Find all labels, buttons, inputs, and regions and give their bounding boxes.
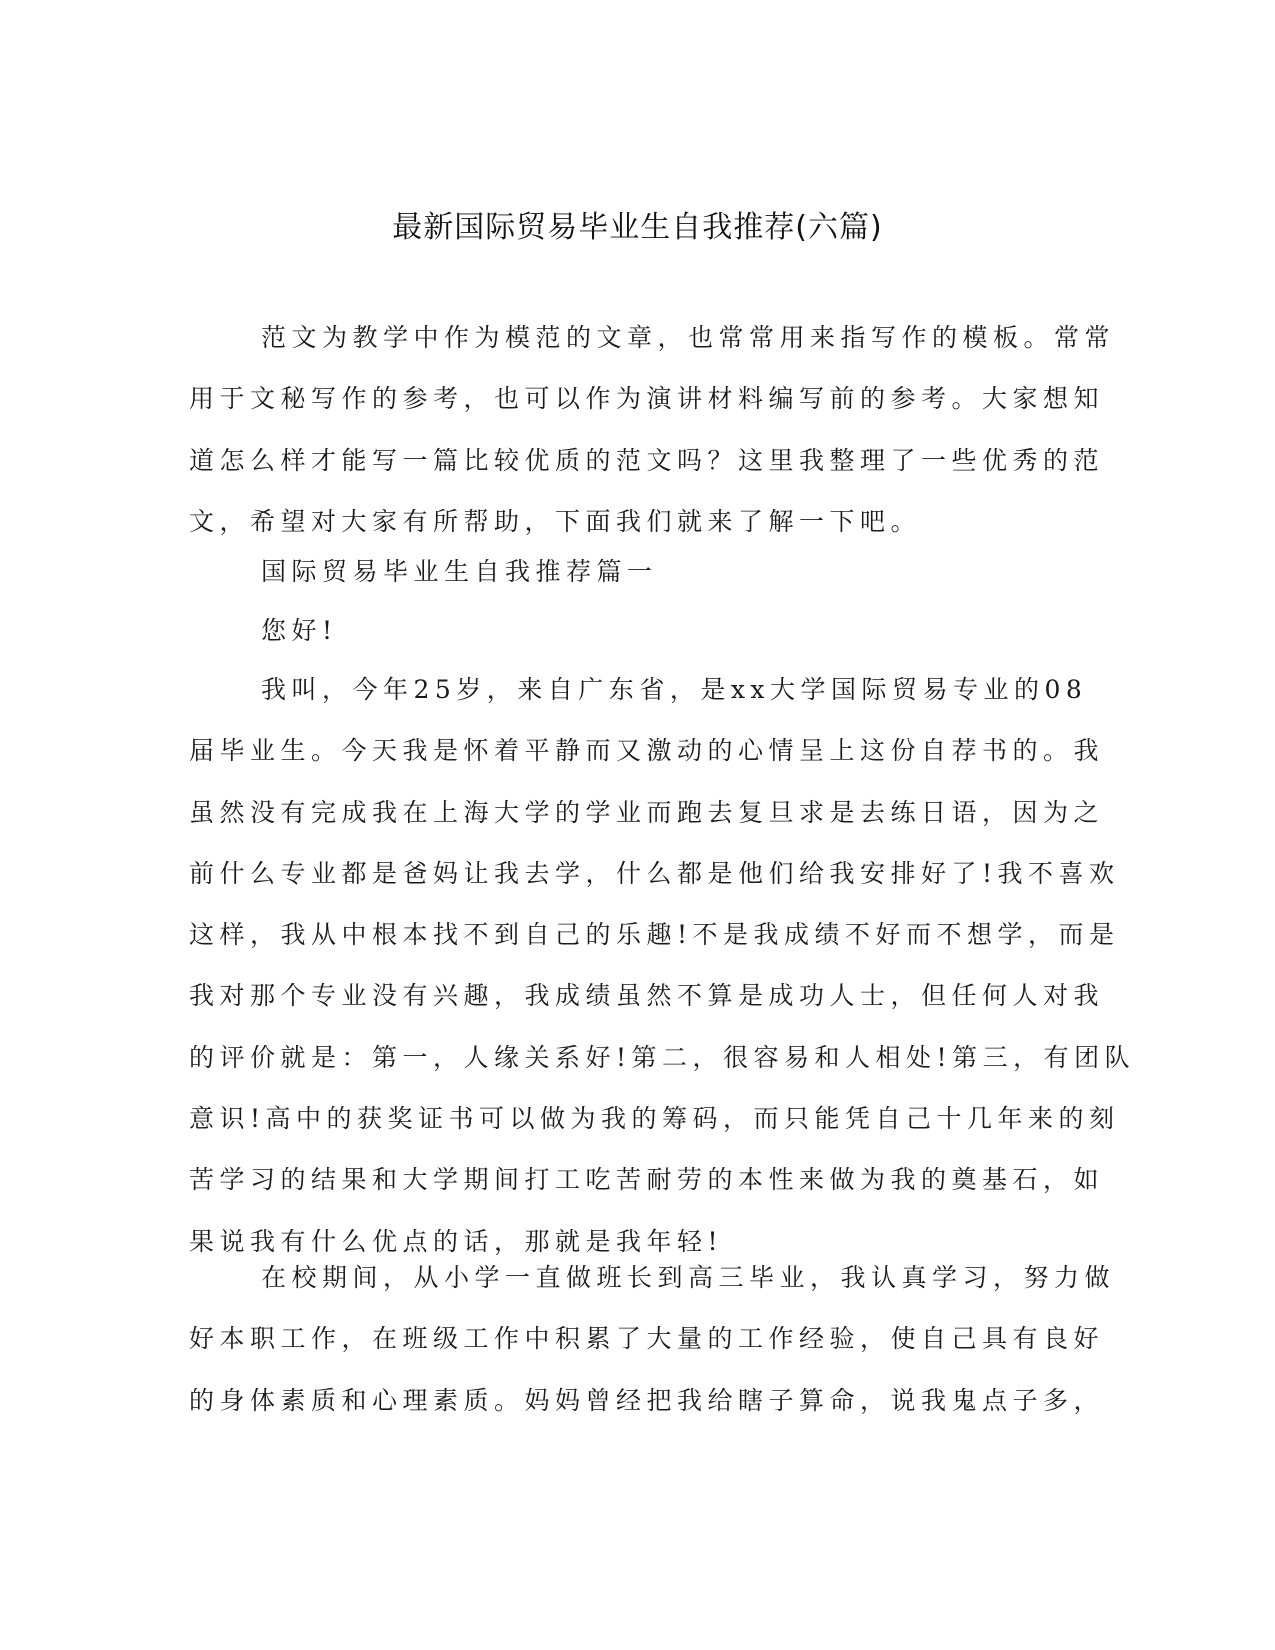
document-title: 最新国际贸易毕业生自我推荐(六篇)	[392, 210, 883, 245]
body-line: 虽然没有完成我在上海大学的学业而跑去复旦求是去练日语，因为之	[189, 797, 1105, 827]
body-line: 好本职工作，在班级工作中积累了大量的工作经验，使自己具有良好	[189, 1324, 1105, 1354]
body-line: 这样，我从中根本找不到自己的乐趣!不是我成绩不好而不想学，而是	[189, 920, 1120, 950]
body-line: 在校期间，从小学一直做班长到高三毕业，我认真学习，努力做	[261, 1263, 1116, 1292]
body-line: 意识!高中的获奖证书可以做为我的筹码，而只能凭自己十几年来的刻	[189, 1104, 1120, 1134]
intro-line: 道怎么样才能写一篇比较优质的范文吗？这里我整理了一些优秀的范	[189, 445, 1105, 475]
body-paragraph-2	[189, 1247, 1116, 1431]
section-heading: 国际贸易毕业生自我推荐篇一	[261, 557, 658, 586]
intro-paragraph	[189, 307, 1116, 552]
body-line: 届毕业生。今天我是怀着平静而又激动的心情呈上这份自荐书的。我	[189, 736, 1105, 766]
intro-line: 文，希望对大家有所帮助，下面我们就来了解一下吧。	[189, 506, 922, 536]
body-line: 的评价就是：第一，人缘关系好!第二，很容易和人相处!第三，有团队	[189, 1042, 1136, 1072]
greeting: 您好!	[261, 616, 338, 645]
body-paragraph-1	[189, 659, 1136, 1272]
body-line: 我对那个专业没有兴趣，我成绩虽然不算是成功人士，但任何人对我	[189, 981, 1105, 1011]
intro-line: 用于文秘写作的参考，也可以作为演讲材料编写前的参考。大家想知	[189, 384, 1105, 414]
body-line: 前什么专业都是爸妈让我去学，什么都是他们给我安排好了!我不喜欢	[189, 858, 1120, 888]
body-line: 苦学习的结果和大学期间打工吃苦耐劳的本性来做为我的奠基石，如	[189, 1165, 1105, 1195]
body-line: 果说我有什么优点的话，那就是我年轻!	[189, 1226, 724, 1256]
body-line: 我叫，今年25岁，来自广东省，是xx大学国际贸易专业的08	[261, 675, 1088, 704]
body-line: 的身体素质和心理素质。妈妈曾经把我给瞎子算命，说我鬼点子多，	[189, 1385, 1105, 1415]
intro-line: 范文为教学中作为模范的文章，也常常用来指写作的模板。常常	[261, 323, 1116, 352]
